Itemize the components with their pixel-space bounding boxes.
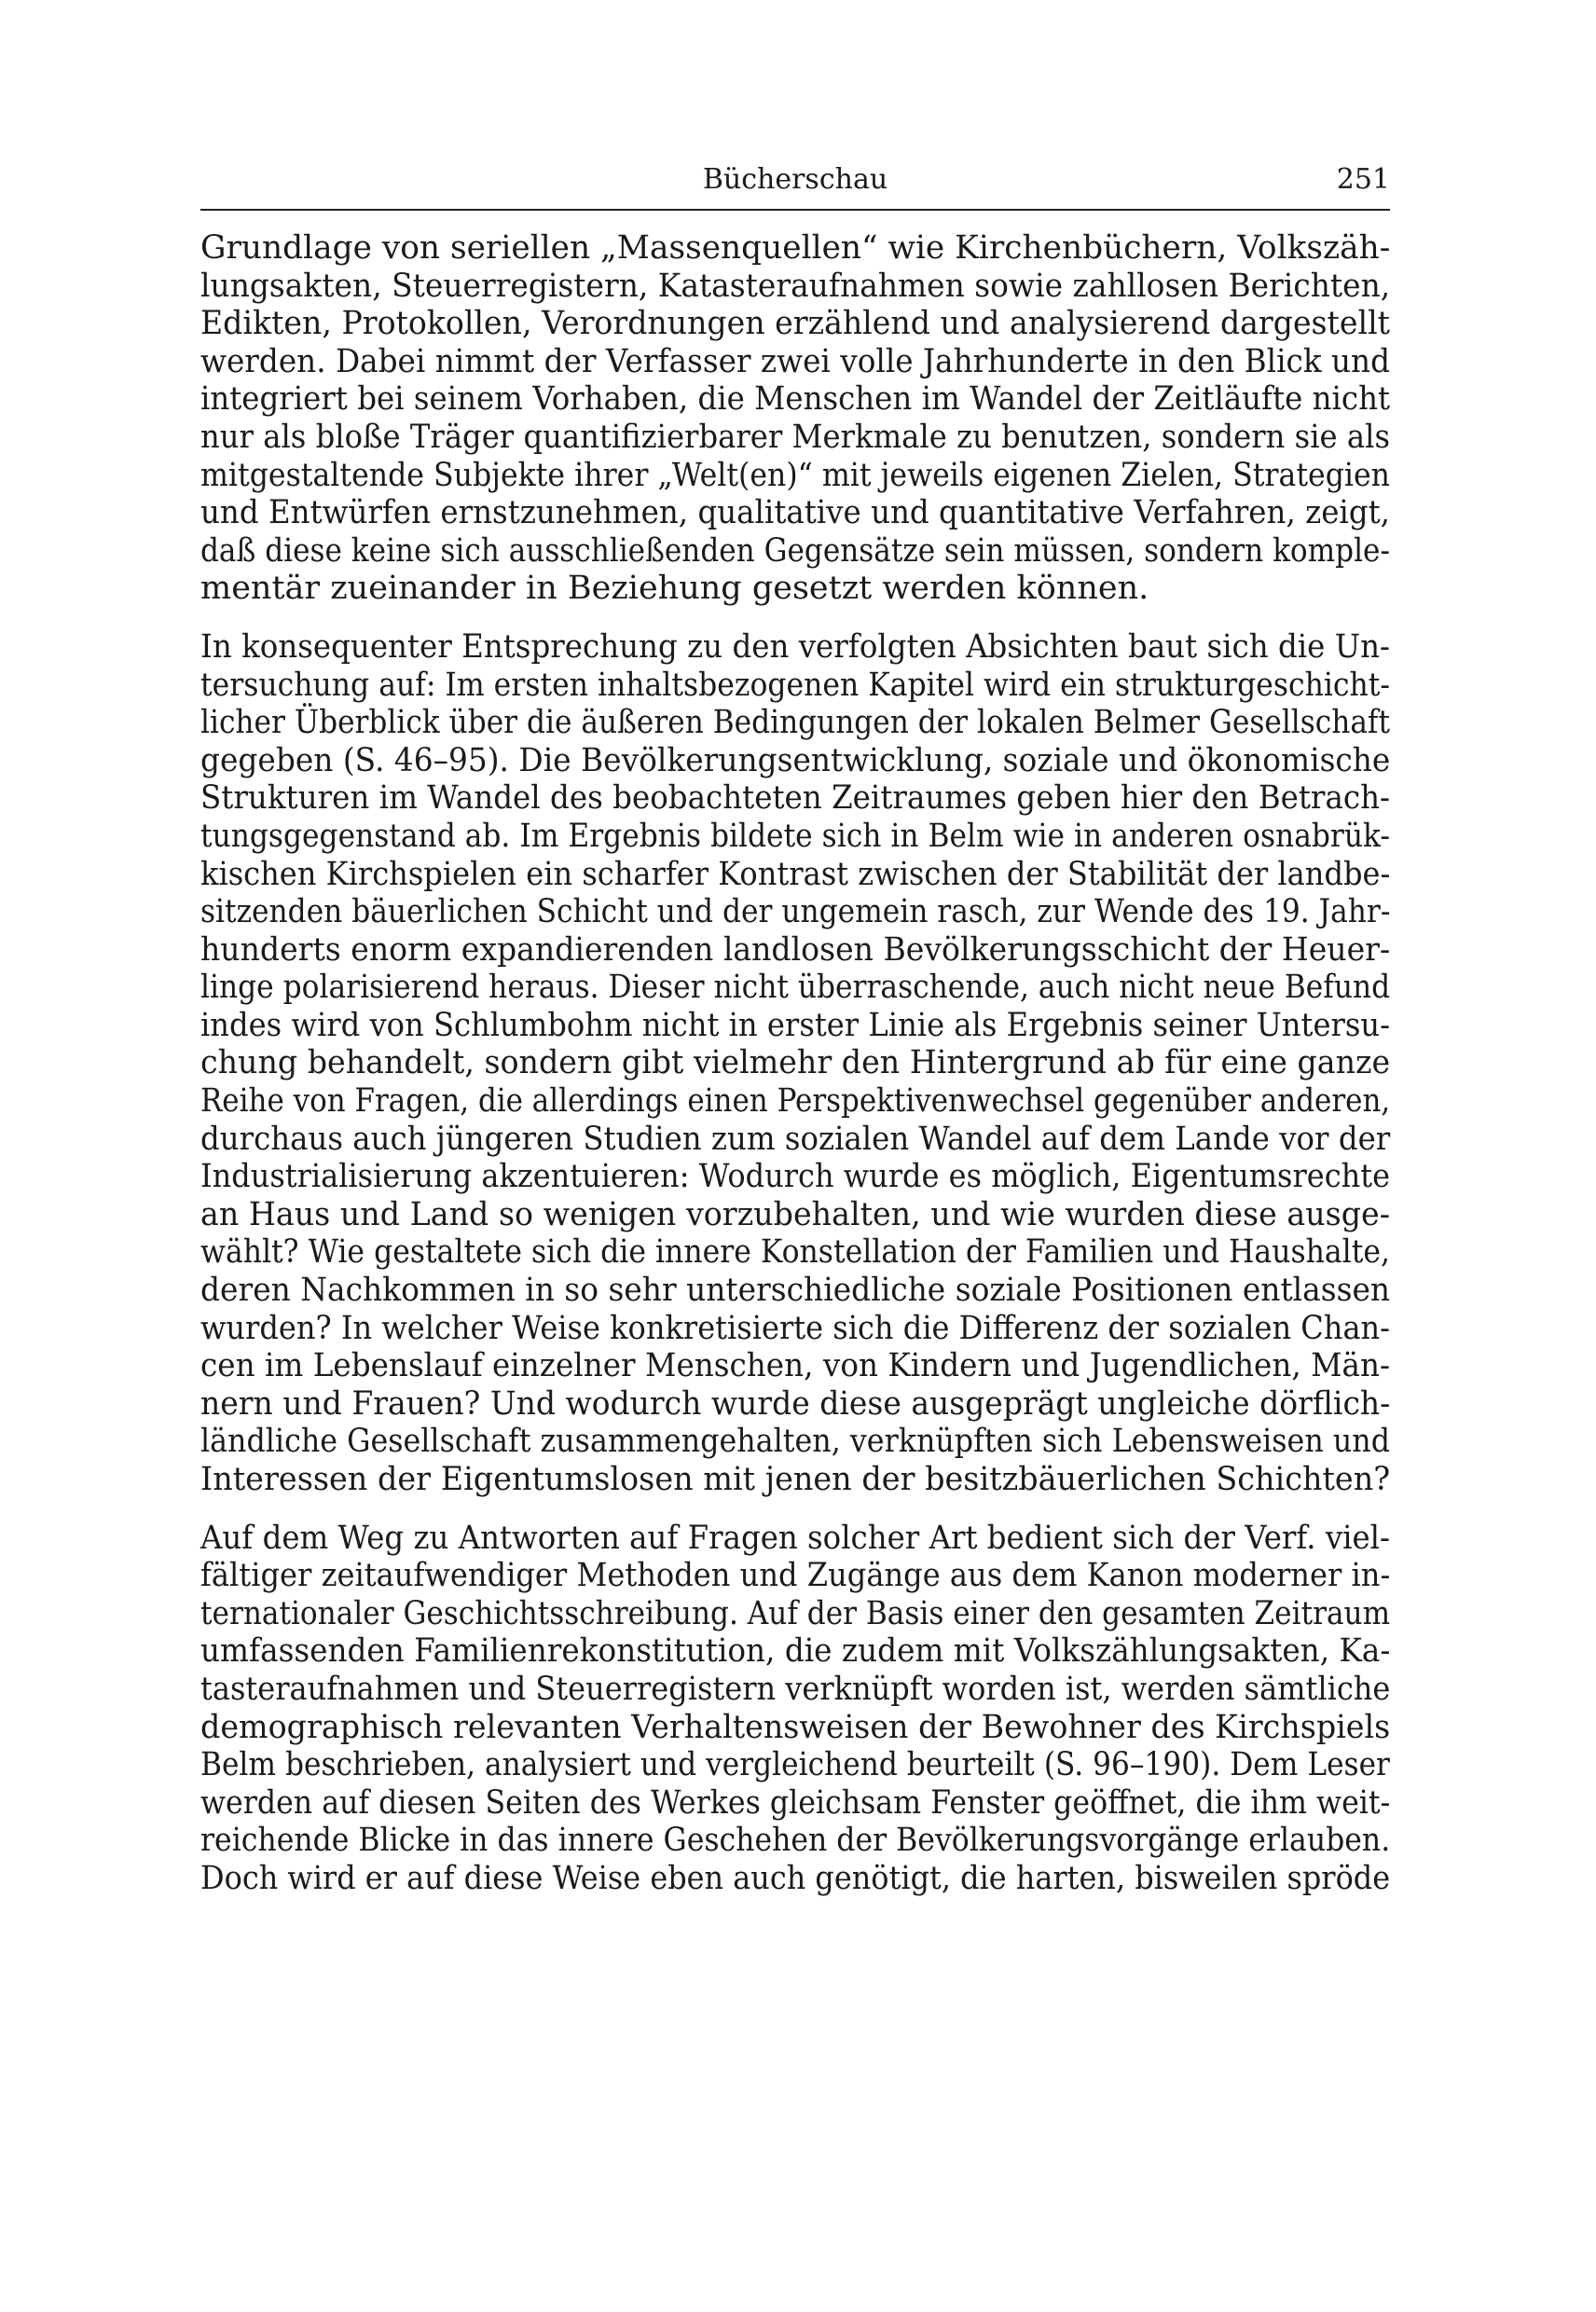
- text-line: mentär zueinander in Beziehung gesetzt werden können.: [200, 570, 1149, 608]
- body-text: [200, 229, 1390, 1898]
- text-line: tasteraufnahmen und Steuerregistern verknüpft worden ist, werden sämtliche: [200, 1670, 1391, 1708]
- text-line: kischen Kirchspielen ein scharfer Kontrast zwischen der Stabilität der landbe-: [200, 855, 1391, 893]
- text-line: sitzenden bäuerlichen Schicht und der ungemein rasch, zur Wende des 19. Jahr-: [200, 893, 1391, 931]
- text-line: Reihe von Fragen, die allerdings einen Perspektivenwechsel gegenüber anderen,: [200, 1082, 1391, 1121]
- text-line: demographisch relevanten Verhaltensweisen der Bewohner des Kirchspiels: [200, 1708, 1391, 1746]
- text-line: lungsakten, Steuerregistern, Katasteraufnahmen sowie zahllosen Berichten,: [200, 267, 1391, 305]
- text-line: linge polarisierend heraus. Dieser nicht überraschende, auch nicht neue Befund: [200, 969, 1391, 1007]
- text-line: licher Überblick über die äußeren Bedingungen der lokalen Belmer Gesellschaft: [200, 704, 1390, 742]
- text-line: Doch wird er auf diese Weise eben auch genötigt, die harten, bisweilen spröde: [200, 1859, 1391, 1897]
- text-line: Strukturen im Wandel des beobachteten Zeitraumes geben hier den Betrach-: [200, 779, 1391, 818]
- text-line: umfassenden Familienrekonstitution, die zudem mit Volkszählungsakten, Ka-: [200, 1632, 1391, 1671]
- text-line: wählt? Wie gestaltete sich die innere Konstellation der Familien und Haushalte,: [200, 1233, 1390, 1272]
- text-line: Interessen der Eigentumslosen mit jenen der besitzbäuerlichen Schichten?: [200, 1461, 1391, 1498]
- text-line: wurden? In welcher Weise konkretisierte sich die Differenz der sozialen Chan-: [200, 1309, 1390, 1347]
- paragraph: [200, 229, 1390, 608]
- text-line: indes wird von Schlumbohm nicht in erster Linie als Ergebnis seiner Untersu-: [200, 1006, 1390, 1044]
- text-line: tersuchung auf: Im ersten inhaltsbezogenen Kapitel wird ein strukturgeschicht-: [200, 666, 1391, 704]
- text-line: reichende Blicke in das innere Geschehen der Bevölkerungsvorgänge erlauben.: [200, 1822, 1391, 1860]
- text-line: In konsequenter Entsprechung zu den verfolgten Absichten baut sich die Un-: [200, 627, 1390, 666]
- text-line: integriert bei seinem Vorhaben, die Menschen im Wandel der Zeitläufte nicht: [200, 380, 1390, 419]
- paragraph: [200, 1520, 1390, 1898]
- running-head: [200, 157, 1390, 203]
- text-line: cen im Lebenslauf einzelner Menschen, von Kindern und Jugendlichen, Män-: [200, 1347, 1390, 1385]
- text-line: Auf dem Weg zu Antworten auf Fragen solcher Art bedient sich der Verf. viel-: [200, 1519, 1390, 1557]
- text-line: tungsgegenstand ab. Im Ergebnis bildete sich in Belm wie in anderen osnabrük-: [200, 817, 1390, 855]
- text-line: Grundlage von seriellen „Massenquellen“ wie Kirchenbüchern, Volkszäh-: [200, 229, 1391, 267]
- text-line: Belm beschrieben, analysiert und vergleichend beurteilt (S. 96–190). Dem Leser: [200, 1746, 1390, 1784]
- text-line: ländliche Gesellschaft zusammengehalten, verknüpften sich Lebensweisen und: [200, 1423, 1390, 1461]
- text-line: gegeben (S. 46–95). Die Bevölkerungsentwicklung, soziale und ökonomische: [200, 741, 1391, 779]
- text-line: Edikten, Protokollen, Verordnungen erzählend und analysierend dargestellt: [200, 305, 1390, 343]
- text-line: daß diese keine sich ausschließenden Gegensätze sein müssen, sondern komple-: [200, 531, 1390, 570]
- page-number: 251: [1336, 163, 1390, 196]
- text-line: werden auf diesen Seiten des Werkes gleichsam Fenster geöffnet, die ihm weit-: [200, 1783, 1391, 1822]
- text-line: chung behandelt, sondern gibt vielmehr den Hintergrund ab für eine ganze: [200, 1044, 1391, 1082]
- text-line: ternationaler Geschichtsschreibung. Auf der Basis einer den gesamten Zeitraum: [200, 1594, 1391, 1632]
- text-line: nern und Frauen? Und wodurch wurde diese ausgeprägt ungleiche dörflich-: [200, 1384, 1391, 1423]
- text-line: fältiger zeitaufwendiger Methoden und Zugänge aus dem Kanon moderner in-: [200, 1557, 1391, 1595]
- running-title: Bücherschau: [702, 163, 888, 196]
- paragraph: [200, 628, 1390, 1499]
- text-line: und Entwürfen ernstzunehmen, qualitative und quantitative Verfahren, zeigt,: [200, 494, 1390, 532]
- text-line: deren Nachkommen in so sehr unterschiedliche soziale Positionen entlassen: [200, 1272, 1391, 1310]
- header-rule: [200, 209, 1390, 211]
- text-line: an Haus und Land so wenigen vorzubehalten, und wie wurden diese ausge-: [200, 1195, 1390, 1233]
- text-line: Industrialisierung akzentuieren: Wodurch wurde es möglich, Eigentumsrechte: [200, 1158, 1390, 1196]
- text-line: nur als bloße Träger quantifizierbarer Merkmale zu benutzen, sondern sie als: [200, 418, 1390, 456]
- text-line: mitgestaltende Subjekte ihrer „Welt(en)“ mit jeweils eigenen Zielen, Strategien: [200, 456, 1390, 494]
- text-line: hunderts enorm expandierenden landlosen Bevölkerungsschicht der Heuer-: [200, 930, 1391, 969]
- text-line: durchaus auch jüngeren Studien zum sozialen Wandel auf dem Lande vor der: [200, 1120, 1391, 1158]
- text-line: werden. Dabei nimmt der Verfasser zwei volle Jahrhunderte in den Blick und: [200, 342, 1390, 380]
